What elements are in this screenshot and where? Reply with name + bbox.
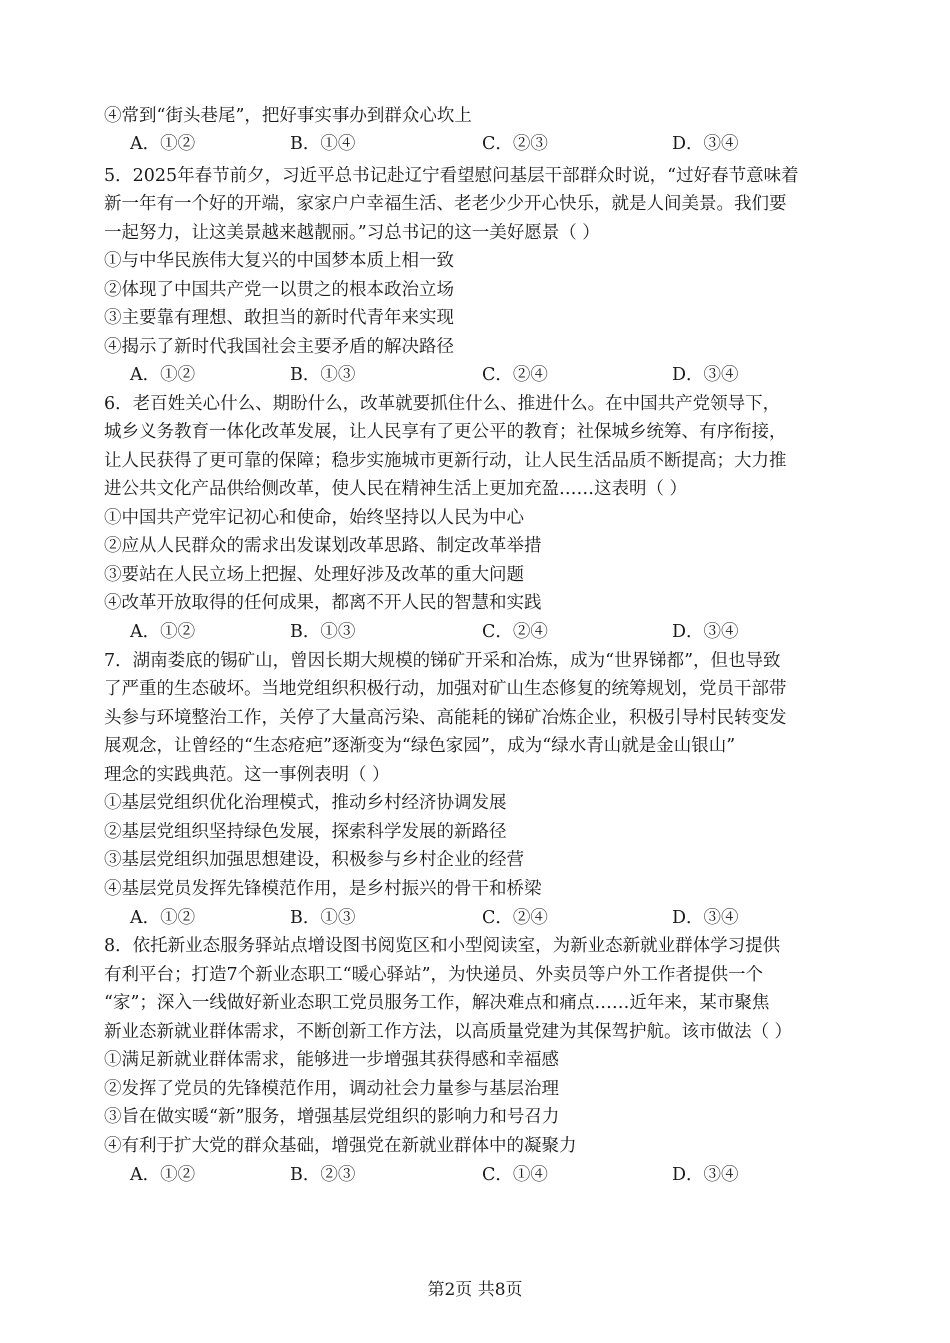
question-4-choice-4: ④常到“街头巷尾”，把好事实事办到群众心坎上 (104, 106, 472, 126)
option-a[interactable]: A．①② (130, 365, 196, 385)
option-a[interactable]: A．①② (130, 622, 196, 642)
question-7-stem-line-3: 头参与环境整治工作，关停了大量高污染、高能耗的锑矿冶炼企业，积极引导村民转变发 (104, 708, 787, 728)
question-6-options (130, 618, 780, 646)
question-8-stem-line-2: 有利平台；打造7个新业态职工“暖心驿站”，为快递员、外卖员等户外工作者提供一个 (104, 965, 764, 985)
option-c[interactable]: C．②④ (482, 908, 548, 928)
option-b[interactable]: B．①③ (290, 622, 356, 642)
option-d[interactable]: D．③④ (672, 622, 739, 642)
option-d[interactable]: D．③④ (672, 365, 739, 385)
question-7-stem-line-1: 7．湖南娄底的锡矿山，曾因长期大规模的锑矿开采和冶炼，成为“世界锑都”，但也导致 (104, 651, 781, 671)
question-7-choice-4: ④基层党员发挥先锋模范作用，是乡村振兴的骨干和桥梁 (104, 879, 542, 899)
question-5-choice-4: ④揭示了新时代我国社会主要矛盾的解决路径 (104, 337, 454, 357)
page-number-footer: 第2页 共8页 (427, 1280, 523, 1300)
question-5-stem-line-3: 一起努力，让这美景越来越靓丽。”习总书记的这一美好愿景（ ） (104, 223, 600, 243)
question-8-stem-line-4: 新业态新就业群体需求，不断创新工作方法，以高质量党建为其保驾护航。该市做法（ ） (104, 1022, 793, 1042)
question-7-stem-line-4: 展观念，让曾经的“生态疮疤”逐渐变为“绿色家园”，成为“绿水青山就是金山银山” (104, 736, 736, 756)
question-5-stem-line-1: 5．2025年春节前夕，习近平总书记赴辽宁看望慰问基层干部群众时说，“过好春节意味着 (104, 166, 799, 186)
question-6-choice-1: ①中国共产党牢记初心和使命，始终坚持以人民为中心 (104, 508, 524, 528)
option-c[interactable]: C．②④ (482, 622, 548, 642)
question-6-choice-2: ②应从人民群众的需求出发谋划改革思路、制定改革举措 (104, 536, 542, 556)
question-6-choice-3: ③要站在人民立场上把握、处理好涉及改革的重大问题 (104, 565, 524, 585)
question-8-choice-3: ③旨在做实暖“新”服务，增强基层党组织的影响力和号召力 (104, 1107, 560, 1127)
question-8-options (130, 1161, 780, 1189)
question-7-choice-3: ③基层党组织加强思想建设，积极参与乡村企业的经营 (104, 850, 524, 870)
option-b[interactable]: B．①④ (290, 134, 356, 154)
question-7-stem-line-2: 了严重的生态破坏。当地党组织积极行动，加强对矿山生态修复的统筹规划，党员干部带 (104, 679, 787, 699)
question-8-stem-line-1: 8．依托新业态服务驿站点增设图书阅览区和小型阅读室，为新业态新就业群体学习提供 (104, 936, 781, 956)
option-c[interactable]: C．②④ (482, 365, 548, 385)
question-8-choice-1: ①满足新就业群体需求，能够进一步增强其获得感和幸福感 (104, 1050, 559, 1070)
question-6-stem-line-4: 进公共文化产品供给侧改革，使人民在精神生活上更加充盈……这表明（ ） (104, 479, 688, 499)
question-8-choice-4: ④有利于扩大党的群众基础，增强党在新就业群体中的凝聚力 (104, 1136, 577, 1156)
option-b[interactable]: B．①③ (290, 365, 356, 385)
question-5-stem-line-2: 新一年有一个好的开端，家家户户幸福生活、老老少少开心快乐，就是人间美景。我们要 (104, 194, 787, 214)
option-a[interactable]: A．①② (130, 908, 196, 928)
question-8-choice-2: ②发挥了党员的先锋模范作用，调动社会力量参与基层治理 (104, 1079, 559, 1099)
option-c[interactable]: C．②③ (482, 134, 548, 154)
question-7-options (130, 904, 780, 932)
option-d[interactable]: D．③④ (672, 134, 739, 154)
question-7-stem-line-5: 理念的实践典范。这一事例表明（ ） (104, 765, 390, 785)
option-a[interactable]: A．①② (130, 134, 196, 154)
option-b[interactable]: B．②③ (290, 1165, 356, 1185)
question-6-stem-line-3: 让人民获得了更可靠的保障；稳步实施城市更新行动，让人民生活品质不断提高；大力推 (104, 451, 787, 471)
option-d[interactable]: D．③④ (672, 908, 739, 928)
question-5-choice-2: ②体现了中国共产党一以贯之的根本政治立场 (104, 280, 454, 300)
option-c[interactable]: C．①④ (482, 1165, 548, 1185)
question-5-choice-3: ③主要靠有理想、敢担当的新时代青年来实现 (104, 308, 454, 328)
option-a[interactable]: A．①② (130, 1165, 196, 1185)
question-6-stem-line-2: 城乡义务教育一体化改革发展，让人民享有了更公平的教育；社保城乡统筹、有序衔接， (104, 422, 787, 442)
question-7-choice-2: ②基层党组织坚持绿色发展，探索科学发展的新路径 (104, 822, 507, 842)
question-5-choice-1: ①与中华民族伟大复兴的中国梦本质上相一致 (104, 251, 454, 271)
question-8-stem-line-3: “家”；深入一线做好新业态职工党员服务工作，解决难点和痛点……近年来，某市聚焦 (104, 993, 770, 1013)
question-6-stem-line-1: 6．老百姓关心什么、期盼什么，改革就要抓住什么、推进什么。在中国共产党领导下， (104, 394, 781, 414)
option-d[interactable]: D．③④ (672, 1165, 739, 1185)
question-7-choice-1: ①基层党组织优化治理模式，推动乡村经济协调发展 (104, 793, 507, 813)
question-5-options (130, 361, 780, 389)
question-6-choice-4: ④改革开放取得的任何成果，都离不开人民的智慧和实践 (104, 593, 542, 613)
option-b[interactable]: B．①③ (290, 908, 356, 928)
question-4-options (130, 130, 780, 158)
